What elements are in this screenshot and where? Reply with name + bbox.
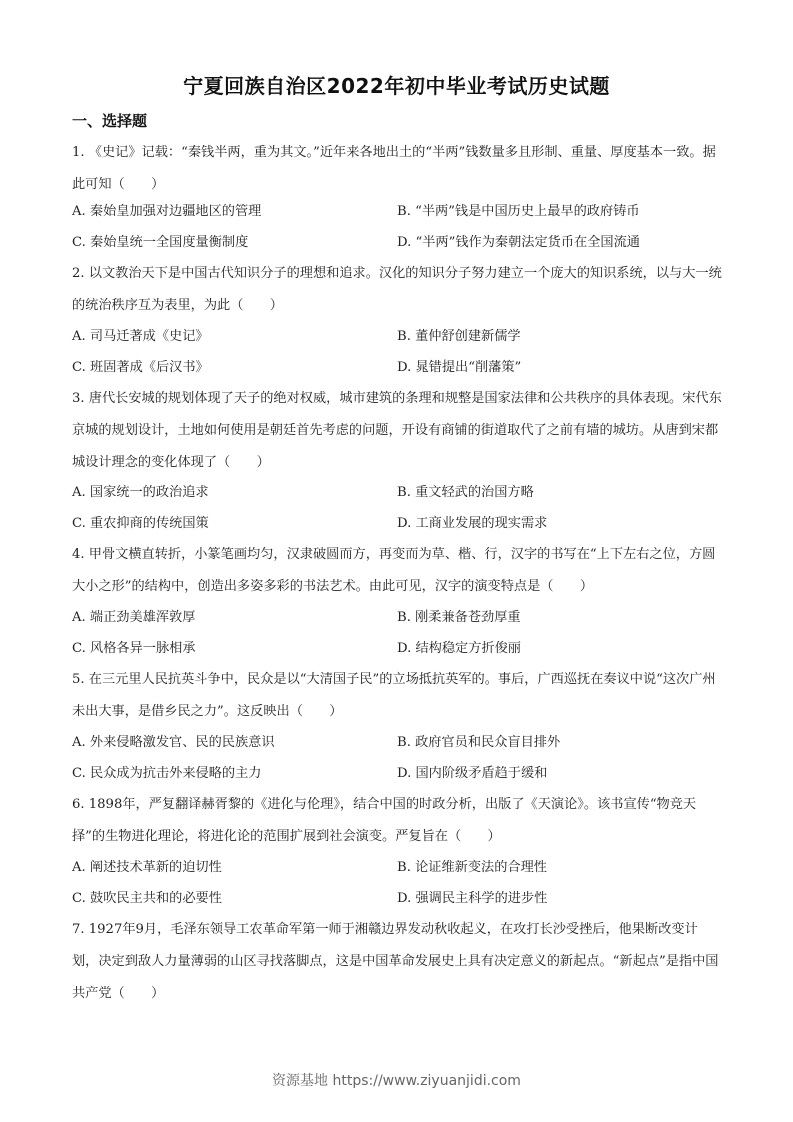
question-6-option-a: A. 阐述技术革新的迫切性: [72, 860, 222, 875]
page-title: 宁夏回族自治区2022年初中毕业考试历史试题: [183, 74, 610, 98]
question-4-option-c: C. 风格各异一脉相承: [72, 641, 196, 656]
question-7-stem: 7. 1927年9月，毛泽东领导工农革命军第一师于湘赣边界发动秋收起义，在攻打长沙受挫后，他果断改变计划，决定到敌人力量薄弱的山区寻找落脚点，这是中国革命发展史上具有决定意义的新起点。“新起点”是指中国共产党（ ）: [72, 922, 719, 1001]
question-3-stem: 3. 唐代长安城的规划体现了天子的绝对权威，城市建筑的条理和规整是国家法律和公共秩序的具体表现。宋代东京城的规划设计，土地如何使用是朝廷首先考虑的问题，开设有商铺的街道取代了之前有墙的城坊。从唐到宋都城设计理念的变化体现了（ ）: [72, 391, 722, 470]
question-6-option-d: D. 强调民主科学的进步性: [397, 891, 548, 906]
question-2-option-b: B. 董仲舒创建新儒学: [397, 329, 521, 344]
question-3-option-d: D. 工商业发展的现实需求: [397, 516, 548, 531]
question-6-stem: 6. 1898年，严复翻译赫胥黎的《进化与伦理》，结合中国的时政分析，出版了《天演论》。该书宣传“物竞天择”的生物进化理论，将进化论的范围扩展到社会演变。严复旨在（ ）: [72, 797, 697, 844]
question-5-option-d: D. 国内阶级矛盾趋于缓和: [397, 766, 548, 781]
question-1-option-b: B. “半两”钱是中国历史上最早的政府铸币: [397, 204, 640, 219]
watermark-footer: 资源基地 https://www.ziyuanjidi.com: [272, 1073, 521, 1089]
question-1-option-d: D. “半两”钱作为秦朝法定货币在全国流通: [397, 235, 640, 250]
question-4-option-a: A. 端正劲美雄浑敦厚: [72, 610, 196, 625]
section-heading: 一、选择题: [72, 112, 148, 130]
question-1-option-a: A. 秦始皇加强对边疆地区的管理: [72, 204, 262, 219]
question-3-option-a: A. 国家统一的政治追求: [72, 485, 209, 500]
question-2-option-c: C. 班固著成《后汉书》: [72, 360, 209, 375]
question-5-option-a: A. 外来侵略激发官、民的民族意识: [72, 735, 275, 750]
question-1-option-c: C. 秦始皇统一全国度量衡制度: [72, 235, 249, 250]
question-2-stem: 2. 以文教治天下是中国古代知识分子的理想和追求。汉化的知识分子努力建立一个庞大的知识系统，以与大一统的统治秩序互为表里，为此（ ）: [72, 266, 722, 313]
question-3-option-b: B. 重文轻武的治国方略: [397, 485, 534, 500]
question-2-option-a: A. 司马迁著成《史记》: [72, 329, 209, 344]
question-3-option-c: C. 重农抑商的传统国策: [72, 516, 209, 531]
question-2-option-d: D. 晁错提出“削藩策”: [397, 360, 522, 375]
question-5-option-b: B. 政府官员和民众盲目排外: [397, 735, 561, 750]
question-6-option-c: C. 鼓吹民主共和的必要性: [72, 891, 222, 906]
question-1-stem: 1. 《史记》记载：“秦钱半两，重为其文。”近年来各地出土的“半两”钱数量多且形制、重量、厚度基本一致。据此可知（ ）: [72, 145, 716, 192]
question-5-stem: 5. 在三元里人民抗英斗争中，民众是以“大清国子民”的立场抵抗英军的。事后，广西巡抚在奏议中说“这次广州未出大事，是借乡民之力”。这反映出（ ）: [72, 672, 716, 719]
question-6-option-b: B. 论证维新变法的合理性: [397, 860, 547, 875]
question-4-option-b: B. 刚柔兼备苍劲厚重: [397, 610, 521, 625]
question-4-stem: 4. 甲骨文横直转折，小篆笔画均匀，汉隶破圆而方，再变而为草、楷、行，汉字的书写在“上下左右之位，方圆大小之形”的结构中，创造出多姿多彩的书法艺术。由此可见，汉字的演变特点是（ ）: [72, 547, 716, 594]
question-4-option-d: D. 结构稳定方折俊丽: [397, 641, 521, 656]
question-5-option-c: C. 民众成为抗击外来侵略的主力: [72, 766, 262, 781]
